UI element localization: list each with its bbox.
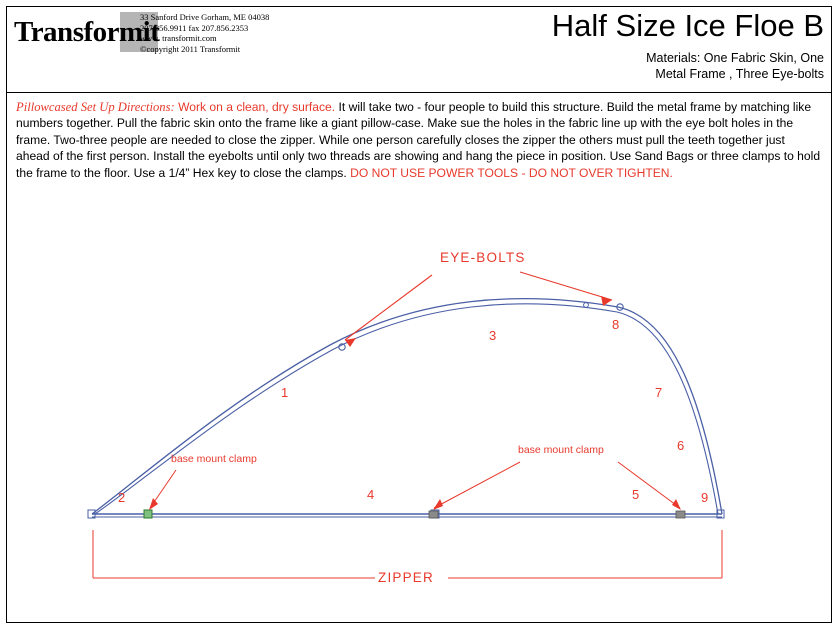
eye-bolt-leader-left [345,275,432,340]
label-eye-bolts: EYE-BOLTS [440,250,526,265]
segment-number-4: 4 [367,487,375,502]
label-zipper: ZIPPER [378,570,434,585]
page-title: Half Size Ice Floe B [551,8,824,43]
frame-inner-arc [95,304,620,514]
address-line-4: ©copyright 2011 Transformit [140,43,241,54]
clamp-leader-right [618,462,680,508]
base-mount-clamp-center [429,511,438,518]
segment-number-8: 8 [612,317,620,332]
base-mount-clamp-left [144,510,152,518]
segment-number-6: 6 [677,438,685,453]
segment-number-2: 2 [118,490,126,505]
eye-bolt-leader-right [520,272,612,300]
directions-heading: Pillowcased Set Up Directions: [16,100,175,114]
directions-warning: DO NOT USE POWER TOOLS - DO NOT OVER TIGHTEN. [350,165,673,180]
directions-body: It will take two - four people to build this structure. Build the metal frame by matching like numbers together. Pull the fabric skin onto the frame like a giant pillow-case. Make sue the holes in the fabric line up with the eye bolt holes in the frame. Two-three people are needed to close the zipper. While one person carefully closes the zipper the others must pull the teeth together just ahead of the first person. Install the eyebolts until only two threads are showing and hang the piece in position. Use Sand Bags or three clamps to hold the frame to the floor. Use a 1/4” Hex key to close the clamps. [16,100,821,180]
materials-line-1: Materials: One Fabric Skin, One [646,51,824,65]
clamp-arrow-right [672,499,681,510]
segment-number-1: 1 [281,385,289,400]
segment-number-7: 7 [655,385,663,400]
clamp-arrow-left [149,498,158,510]
label-clamp-right: base mount clamp [518,444,604,456]
clamp-arrow-center [433,499,443,510]
materials-line-2: Metal Frame , Three Eye-bolts [655,67,824,81]
address-line-3: www. transformit.com [140,33,217,43]
directions-red-lead: Work on a clean, dry surface. [178,100,336,114]
base-mount-clamp-right [676,511,685,518]
address-line-2: 207.856.9911 fax 207.856.2353 [140,22,249,33]
label-clamp-left: base mount clamp [171,453,257,465]
segment-number-5: 5 [632,487,640,502]
frame-right-outer-arc [618,307,722,514]
frame-outer-arc [92,299,618,514]
segment-number-9: 9 [701,490,709,505]
segment-number-3: 3 [489,328,497,343]
address-line-1: 33 Sanford Drive Gorham, ME 04038 [140,12,270,22]
clamp-leader-center [434,462,520,508]
eye-bolt-mid [584,303,589,308]
frame-right-inner-arc [617,312,718,514]
logo-wordmark: Transformit [14,16,160,48]
